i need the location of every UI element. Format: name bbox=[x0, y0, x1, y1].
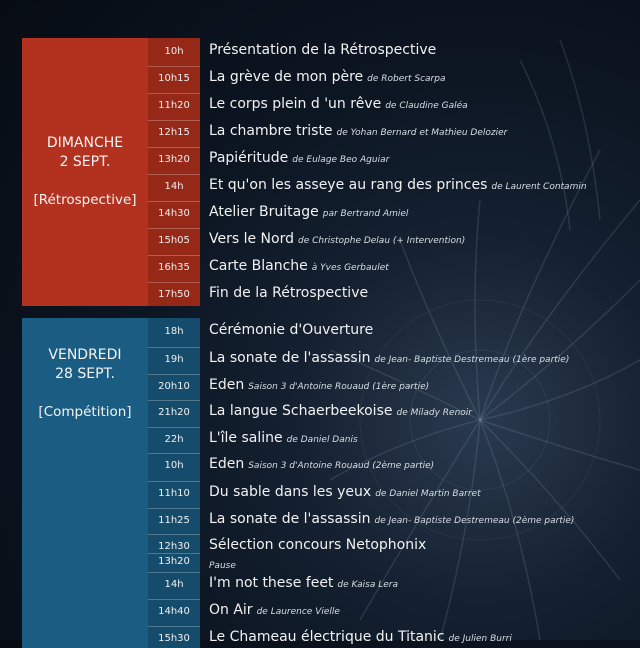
day-name: VENDREDI bbox=[48, 347, 122, 363]
item-credit: de Julien Burri bbox=[448, 634, 512, 644]
time-separator bbox=[148, 120, 200, 121]
slot-time: 20h10 bbox=[158, 381, 190, 392]
schedule-item bbox=[209, 258, 389, 274]
item-credit: de Jean- Baptiste Destremeau (2ème partie) bbox=[374, 516, 575, 526]
day-name: DIMANCHE bbox=[46, 135, 124, 151]
time-separator bbox=[148, 93, 200, 94]
schedule-item bbox=[209, 511, 574, 527]
time-separator bbox=[148, 228, 200, 229]
slot-time: 11h25 bbox=[158, 515, 190, 526]
item-title: Eden bbox=[209, 377, 245, 393]
schedule-item bbox=[209, 537, 426, 553]
slot-time: 22h bbox=[164, 434, 184, 445]
time-separator bbox=[148, 201, 200, 202]
item-credit: de Claudine Galéa bbox=[385, 101, 468, 111]
item-title: Carte Blanche bbox=[209, 258, 308, 274]
item-title: La sonate de l'assassin bbox=[209, 511, 371, 527]
item-title: Le corps plein d 'un rêve bbox=[209, 96, 382, 112]
schedule-item bbox=[209, 150, 389, 166]
time-separator bbox=[148, 374, 200, 375]
item-credit: de Christophe Delau (+ Intervention) bbox=[298, 236, 466, 246]
item-credit: à Yves Gerbaulet bbox=[311, 263, 389, 273]
slot-time: 13h20 bbox=[158, 556, 190, 567]
item-title: La sonate de l'assassin bbox=[209, 350, 371, 366]
item-title: Papiéritude bbox=[209, 150, 289, 166]
day-date: 2 SEPT. bbox=[59, 154, 111, 170]
time-separator bbox=[148, 255, 200, 256]
slot-time: 14h bbox=[164, 181, 184, 192]
day-block-dimanche bbox=[22, 38, 148, 306]
schedule-item bbox=[209, 403, 472, 419]
schedule-item bbox=[209, 231, 465, 247]
item-credit: de Kaisa Lera bbox=[337, 580, 398, 590]
time-separator bbox=[148, 66, 200, 67]
slot-time: 15h05 bbox=[158, 235, 190, 246]
item-credit: de Laurence Vielle bbox=[256, 607, 340, 617]
slot-time: 11h10 bbox=[158, 488, 190, 499]
slot-time: 12h30 bbox=[158, 541, 190, 552]
item-credit: de Eulage Beo Aguiar bbox=[292, 155, 390, 165]
item-title: I'm not these feet bbox=[209, 575, 334, 591]
day-tag: [Compétition] bbox=[38, 404, 132, 420]
day-label bbox=[22, 346, 148, 384]
slot-time: 19h bbox=[164, 354, 184, 365]
slot-time: 18h bbox=[164, 326, 184, 337]
schedule-item bbox=[209, 430, 358, 446]
time-separator bbox=[148, 534, 200, 535]
schedule-item bbox=[209, 484, 481, 500]
slot-time: 10h15 bbox=[158, 73, 190, 84]
schedule-item bbox=[209, 285, 368, 301]
schedule-item bbox=[209, 629, 512, 645]
item-title: Atelier Bruitage bbox=[209, 204, 319, 220]
schedule-item bbox=[209, 575, 398, 591]
item-title: La chambre triste bbox=[209, 123, 333, 139]
item-credit: de Daniel Danis bbox=[286, 435, 358, 445]
schedule-item bbox=[209, 350, 569, 366]
item-credit: de Jean- Baptiste Destremeau (1ère partie) bbox=[374, 355, 570, 365]
item-title: Vers le Nord bbox=[209, 231, 294, 247]
time-separator bbox=[148, 572, 200, 573]
time-separator bbox=[148, 347, 200, 348]
time-separator bbox=[148, 174, 200, 175]
item-title: Eden bbox=[209, 456, 245, 472]
day-tag: [Rétrospective] bbox=[33, 192, 137, 208]
time-separator bbox=[148, 427, 200, 428]
item-credit: de Laurent Contamin bbox=[491, 182, 587, 192]
item-title: Sélection concours Netophonix bbox=[209, 537, 427, 553]
slot-time: 14h30 bbox=[158, 208, 190, 219]
item-title: Fin de la Rétrospective bbox=[209, 285, 369, 301]
time-separator bbox=[148, 626, 200, 627]
day-label bbox=[22, 134, 148, 172]
schedule-item bbox=[209, 96, 468, 112]
slot-time: 11h20 bbox=[158, 100, 190, 111]
day-block-vendredi bbox=[22, 318, 148, 648]
slot-time: 15h30 bbox=[158, 633, 190, 644]
slot-time: 14h bbox=[164, 579, 184, 590]
slot-time: 16h35 bbox=[158, 262, 190, 273]
schedule-item bbox=[209, 322, 373, 338]
slot-time: 13h20 bbox=[158, 154, 190, 165]
schedule-item bbox=[209, 556, 236, 572]
item-title: Et qu'on les asseye au rang des princes bbox=[209, 177, 488, 193]
schedule-item bbox=[209, 377, 429, 393]
item-credit: de Milady Renoir bbox=[396, 408, 472, 418]
slot-time: 10h bbox=[164, 460, 184, 471]
item-credit: par Bertrand Amiel bbox=[322, 209, 409, 219]
item-title: La langue Schaerbeekoise bbox=[209, 403, 393, 419]
time-separator bbox=[148, 553, 200, 554]
time-separator bbox=[148, 599, 200, 600]
time-separator bbox=[148, 147, 200, 148]
item-title: On Air bbox=[209, 602, 253, 618]
time-separator bbox=[148, 508, 200, 509]
schedule-item bbox=[209, 456, 434, 472]
time-separator bbox=[148, 481, 200, 482]
day-date: 28 SEPT. bbox=[55, 366, 115, 382]
item-credit: Saison 3 d'Antoine Rouaud (2ème partie) bbox=[248, 461, 435, 471]
schedule-item bbox=[209, 42, 436, 58]
schedule-item bbox=[209, 123, 507, 139]
item-title: Cérémonie d'Ouverture bbox=[209, 322, 374, 338]
schedule-item bbox=[209, 204, 408, 220]
item-credit: de Yohan Bernard et Mathieu Delozier bbox=[336, 128, 508, 138]
slot-time: 10h bbox=[164, 46, 184, 57]
slot-time: 14h40 bbox=[158, 606, 190, 617]
schedule-item bbox=[209, 69, 446, 85]
item-title: Le Chameau électrique du Titanic bbox=[209, 629, 445, 645]
item-credit: de Robert Scarpa bbox=[367, 74, 446, 84]
schedule-item bbox=[209, 177, 587, 193]
item-title: Présentation de la Rétrospective bbox=[209, 42, 437, 58]
time-separator bbox=[148, 453, 200, 454]
time-separator bbox=[148, 400, 200, 401]
item-title: Du sable dans les yeux bbox=[209, 484, 372, 500]
item-title: La grève de mon père bbox=[209, 69, 364, 85]
schedule-item bbox=[209, 602, 340, 618]
slot-time: 17h50 bbox=[158, 289, 190, 300]
item-credit: Pause bbox=[209, 561, 236, 571]
slot-time: 21h20 bbox=[158, 407, 190, 418]
time-separator bbox=[148, 282, 200, 283]
slot-time: 12h15 bbox=[158, 127, 190, 138]
item-credit: Saison 3 d'Antoine Rouaud (1ère partie) bbox=[248, 382, 430, 392]
item-credit: de Daniel Martin Barret bbox=[375, 489, 481, 499]
item-title: L'île saline bbox=[209, 430, 283, 446]
